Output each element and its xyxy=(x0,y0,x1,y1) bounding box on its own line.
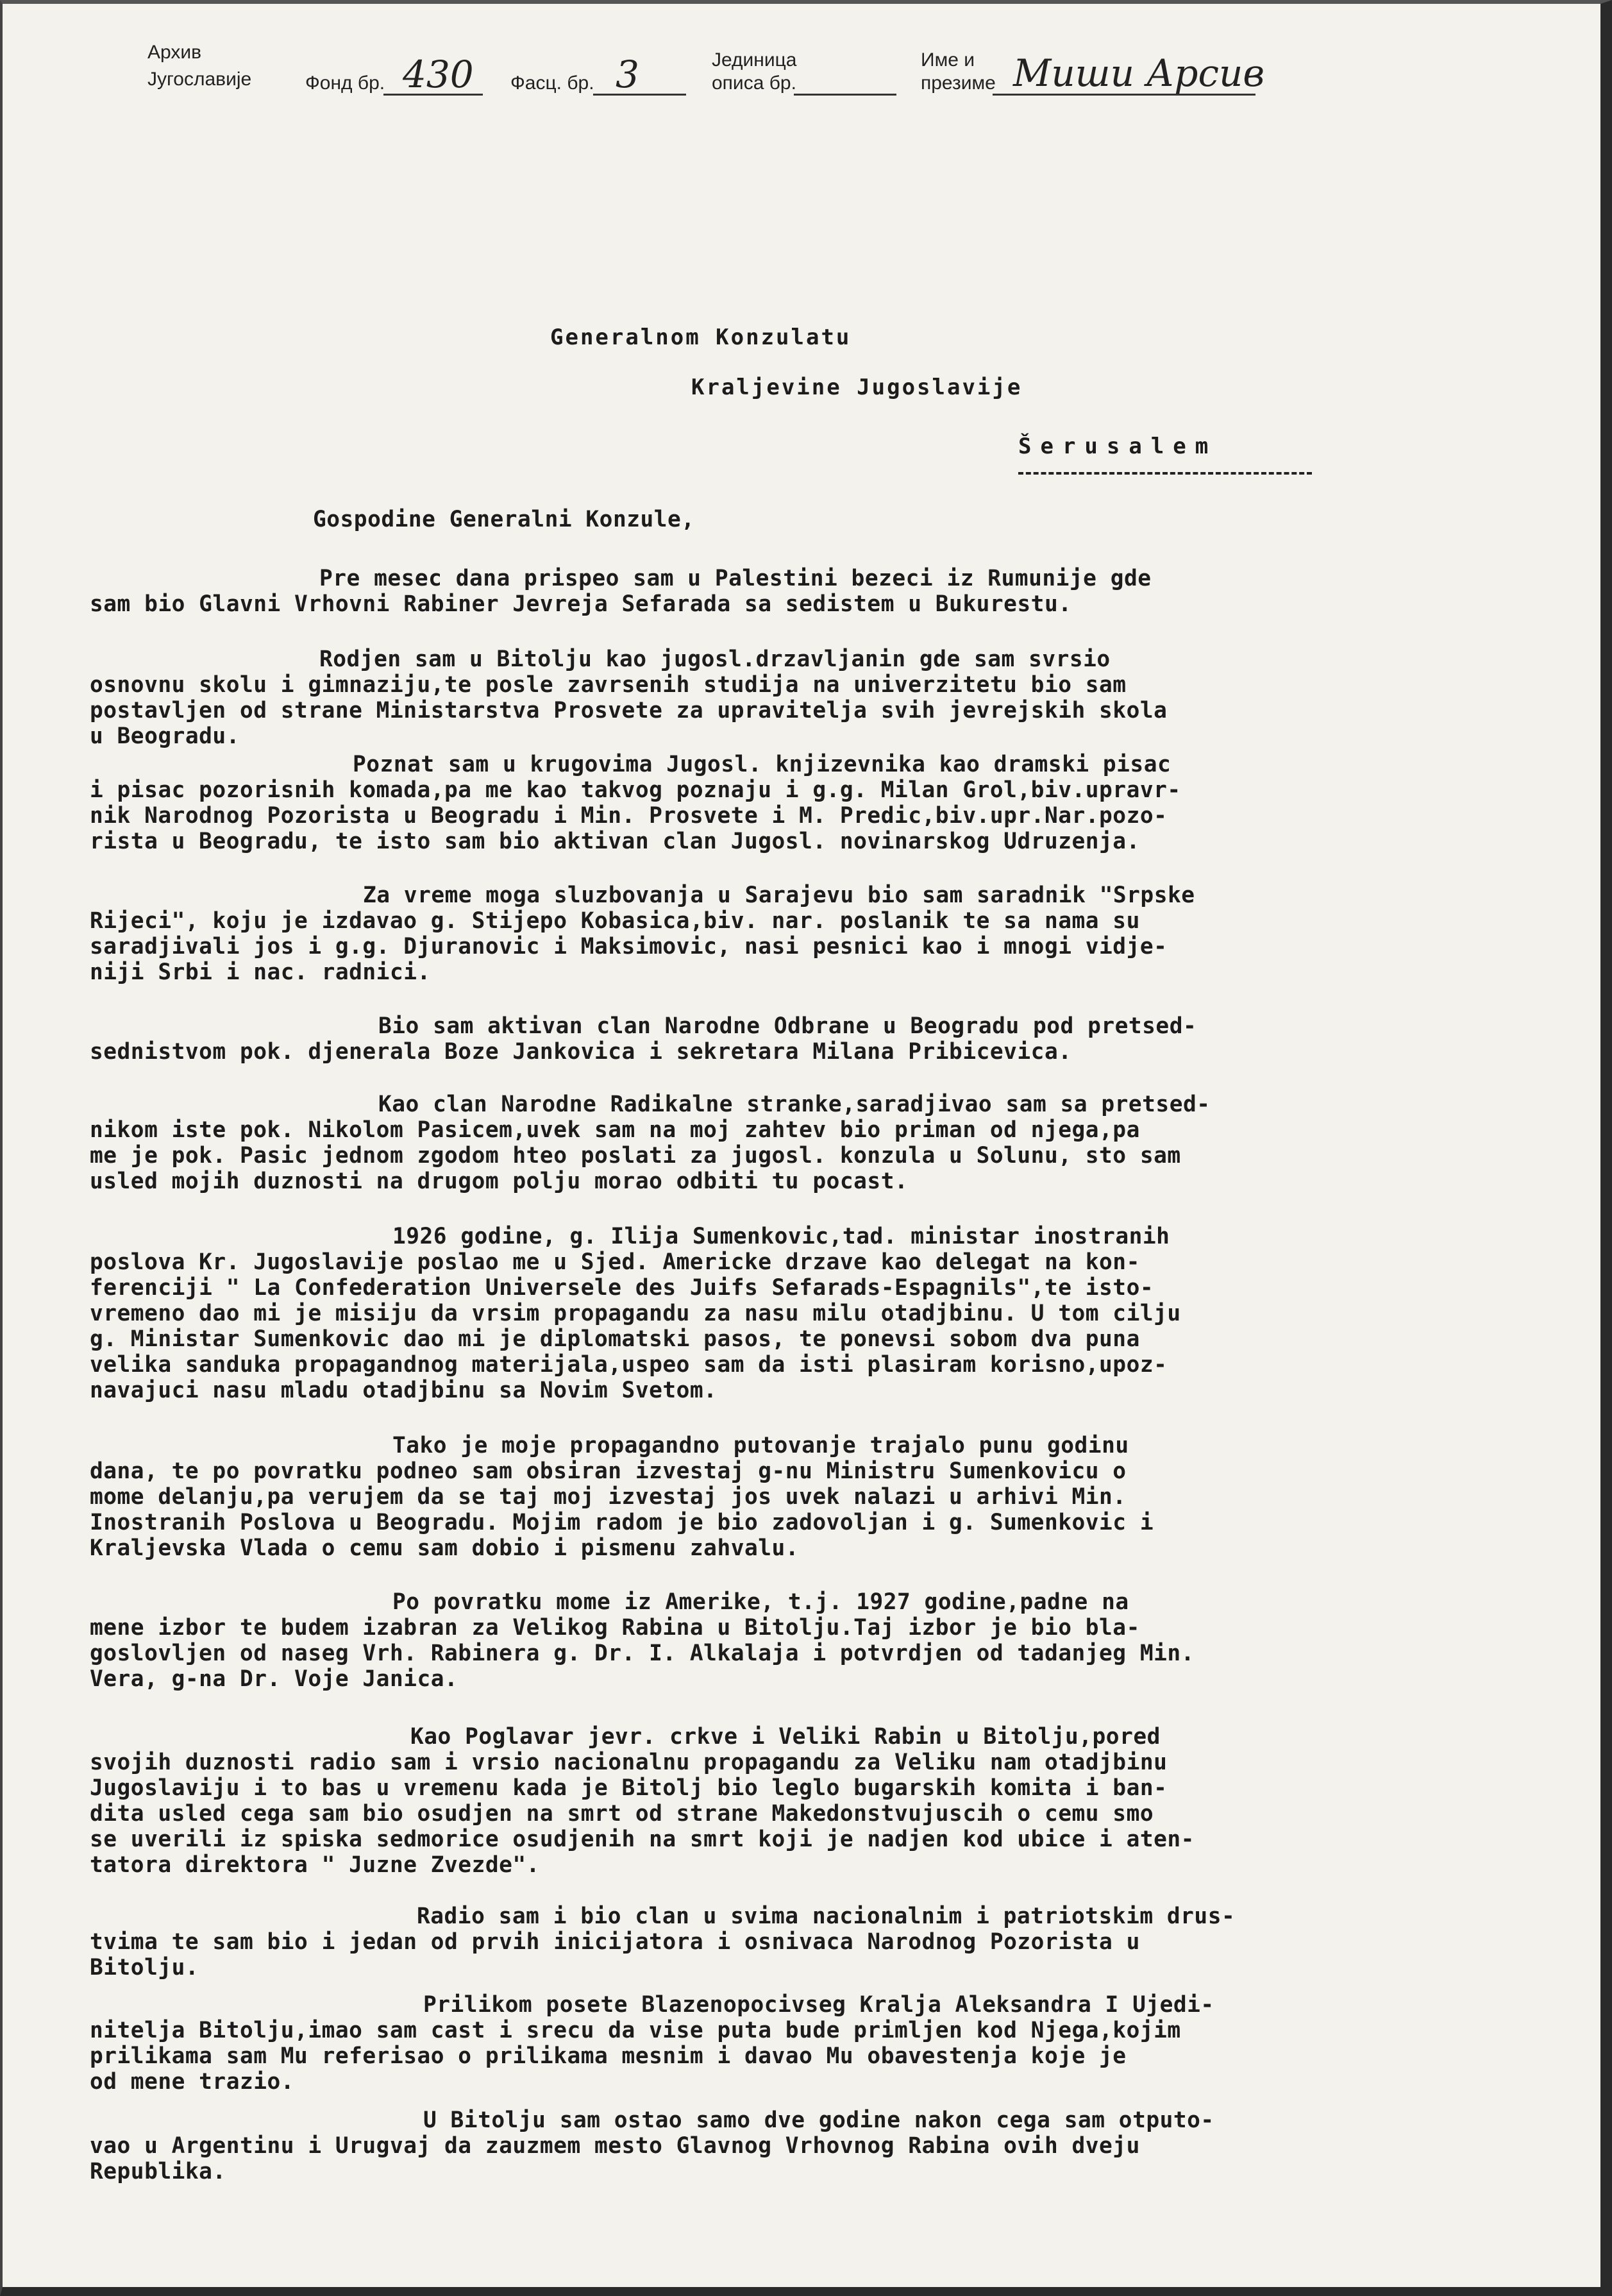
text-line: Prilikom posete Blazenopocivseg Kralja Aleksandra I Ujedi- xyxy=(423,1992,1214,2018)
address-line-kingdom: Kraljevine Jugoslavije xyxy=(691,375,1023,400)
text-line: U Bitolju sam ostao samo dve godine nakon cega sam otputo- xyxy=(423,2107,1214,2133)
stamp-fond-label: Фонд бр. xyxy=(305,72,385,94)
text-line: tatora direktora " Juzne Zvezde". xyxy=(90,1852,540,1878)
salutation: Gospodine Generalni Konzule, xyxy=(313,507,695,532)
stamp-archive-line1: Архив xyxy=(147,42,202,63)
text-line: Kao Poglavar jevr. crkve i Veliki Rabin u Bitolju,pored xyxy=(410,1724,1161,1750)
text-line: saradjivali jos i g.g. Djuranovic i Maksimovic, nasi pesnici kao i mnogi vidje- xyxy=(90,934,1168,959)
stamp-name-value: Миши Арсив xyxy=(1013,51,1265,95)
stamp-fond-value: 430 xyxy=(403,53,474,96)
text-line: tvima te sam bio i jedan od prvih inicijatora i osnivaca Narodnog Pozorista u xyxy=(90,1929,1140,1955)
text-line: mome delanju,pa verujem da se taj moj izvestaj jos uvek nalazi u arhivi Min. xyxy=(90,1484,1127,1510)
text-line: usled mojih duznosti na drugom polju morao odbiti tu pocast. xyxy=(90,1169,909,1194)
text-line: Rodjen sam u Bitolju kao jugosl.drzavljanin gde sam svrsio xyxy=(319,646,1111,672)
text-line: osnovnu skolu i gimnaziju,te posle zavrsenih studija na univerzitetu bio sam xyxy=(90,672,1127,698)
text-line: vremeno dao mi je misiju da vrsim propagandu za nasu milu otadjbinu. U tom cilju xyxy=(90,1301,1181,1326)
stamp-unit-line1: Јединица xyxy=(712,49,797,71)
stamp-fasc-value: 3 xyxy=(616,53,639,96)
address-line-consulate: Generalnom Konzulatu xyxy=(550,325,852,350)
text-line: nik Narodnog Pozorista u Beogradu i Min. Prosvete i M. Predic,biv.upr.Nar.pozo- xyxy=(90,803,1168,829)
text-line: i pisac pozorisnih komada,pa me kao takvog poznaju i g.g. Milan Grol,biv.upravr- xyxy=(90,777,1181,803)
text-line: Pre mesec dana prispeo sam u Palestini bezeci iz Rumunije gde xyxy=(319,566,1152,591)
text-line: Radio sam i bio clan u svima nacionalnim i patriotskim drus- xyxy=(417,1903,1236,1929)
text-line: svojih duznosti radio sam i vrsio nacionalnu propagandu za Veliku nam otadjbinu xyxy=(90,1750,1168,1775)
text-line: 1926 godine, g. Ilija Sumenkovic,tad. ministar inostranih xyxy=(392,1224,1170,1249)
text-line: Po povratku mome iz Amerike, t.j. 1927 godine,padne na xyxy=(392,1589,1129,1615)
text-line: goslovljen od naseg Vrh. Rabinera g. Dr. I. Alkalaja i potvrdjen od tadanjeg Min. xyxy=(90,1641,1195,1666)
text-line: se uverili iz spiska sedmorice osudjenih na smrt koji je nadjen kod ubice i aten- xyxy=(90,1827,1195,1852)
text-line: Kao clan Narodne Radikalne stranke,saradjivao sam sa pretsed- xyxy=(378,1092,1211,1117)
text-line: sednistvom pok. djenerala Boze Jankovica i sekretara Milana Pribicevica. xyxy=(90,1039,1072,1065)
text-line: navajuci nasu mladu otadjbinu sa Novim Svetom. xyxy=(90,1378,718,1403)
text-line: dita usled cega sam bio osudjen na smrt od strane Makedonstvujuscih o cemu smo xyxy=(90,1801,1154,1827)
text-line: postavljen od strane Ministarstva Prosvete za upravitelja svih jevrejskih skola xyxy=(90,698,1168,723)
text-line: Kraljevska Vlada o cemu sam dobio i pismenu zahvalu. xyxy=(90,1535,800,1561)
text-line: dana, te po povratku podneo sam obsiran izvestaj g-nu Ministru Sumenkovicu o xyxy=(90,1458,1127,1484)
city-underline xyxy=(1018,472,1312,475)
text-line: rista u Beogradu, te isto sam bio aktivan clan Jugosl. novinarskog Udruzenja. xyxy=(90,829,1140,854)
stamp-fasc-label: Фасц. бр. xyxy=(510,72,594,94)
text-line: prilikama sam Mu referisao o prilikama mesnim i davao Mu obavestenja koje je xyxy=(90,2043,1127,2069)
text-line: Vera, g-na Dr. Voje Janica. xyxy=(90,1666,458,1692)
text-line: niji Srbi i nac. radnici. xyxy=(90,959,431,985)
text-line: Tako je moje propagandno putovanje trajalo punu godinu xyxy=(392,1433,1129,1458)
text-line: u Beogradu. xyxy=(90,723,240,749)
text-line: Poznat sam u krugovima Jugosl. knjizevnika kao dramski pisac xyxy=(353,752,1171,777)
text-line: Inostranih Poslova u Beogradu. Mojim radom je bio zadovoljan i g. Sumenkovic i xyxy=(90,1510,1154,1535)
stamp-name-line2: презиме xyxy=(921,72,996,94)
text-line: me je pok. Pasic jednom zgodom hteo poslati za jugosl. konzula u Solunu, sto sam xyxy=(90,1143,1181,1169)
text-line: nitelja Bitolju,imao sam cast i srecu da vise puta bude primljen kod Njega,kojim xyxy=(90,2018,1181,2043)
text-line: vao u Argentinu i Urugvaj da zauzmem mesto Glavnog Vrhovnog Rabina ovih dveju xyxy=(90,2133,1140,2159)
text-line: mene izbor te budem izabran za Velikog Rabina u Bitolju.Taj izbor je bio bla- xyxy=(90,1615,1140,1641)
stamp-name-line1: Име и xyxy=(921,49,975,71)
text-line: Bio sam aktivan clan Narodne Odbrane u Beogradu pod pretsed- xyxy=(378,1013,1197,1039)
text-line: sam bio Glavni Vrhovni Rabiner Jevreja Sefarada sa sedistem u Bukurestu. xyxy=(90,591,1072,617)
stamp-unit-line2: описа бр. xyxy=(712,72,796,94)
address-line-city: Šerusalem xyxy=(1018,434,1218,459)
text-line: od mene trazio. xyxy=(90,2069,295,2095)
text-line: velika sanduka propagandnog materijala,uspeo sam da isti plasiram korisno,upoz- xyxy=(90,1352,1168,1378)
text-line: Za vreme moga sluzbovanja u Sarajevu bio sam saradnik "Srpske xyxy=(363,882,1195,908)
text-line: ferenciji " La Confederation Universele des Juifs Sefarads-Espagnils",te isto- xyxy=(90,1275,1154,1301)
text-line: Jugoslaviju i to bas u vremenu kada je Bitolj bio leglo bugarskih komita i ban- xyxy=(90,1775,1168,1801)
text-line: nikom iste pok. Nikolom Pasicem,uvek sam na moj zahtev bio priman od njega,pa xyxy=(90,1117,1140,1143)
text-line: Republika. xyxy=(90,2159,226,2184)
text-line: Rijeci", koju je izdavao g. Stijepo Kobasica,biv. nar. poslanik te sa nama su xyxy=(90,908,1140,934)
text-line: Bitolju. xyxy=(90,1955,199,1980)
text-line: g. Ministar Sumenkovic dao mi je diplomatski pasos, te ponevsi sobom dva puna xyxy=(90,1326,1140,1352)
stamp-archive-line2: Југославије xyxy=(147,69,252,90)
text-line: poslova Kr. Jugoslavije poslao me u Sjed. Americke drzave kao delegat na kon- xyxy=(90,1249,1140,1275)
